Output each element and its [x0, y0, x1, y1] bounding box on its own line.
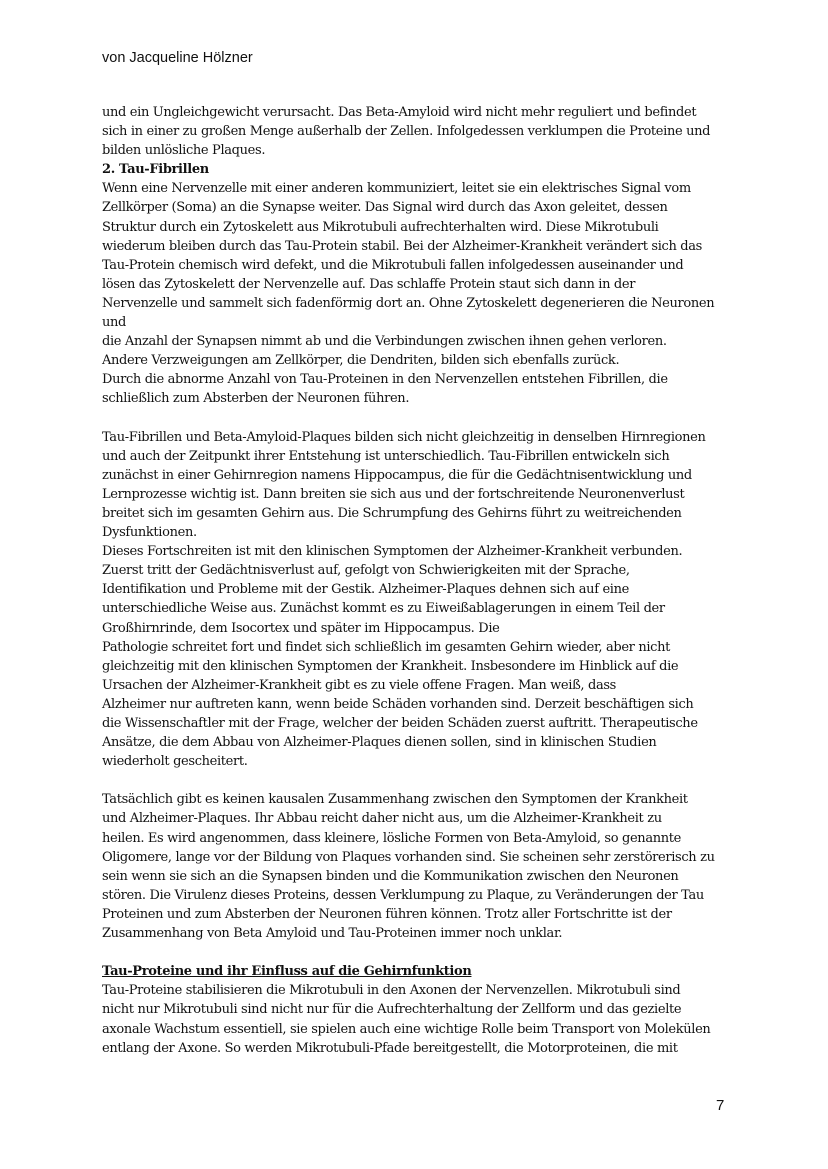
text-line: Zuerst tritt der Gedächtnisverlust auf, gefolgt von Schwierigkeiten mit der Sprache, [102, 563, 630, 579]
text-line: zunächst in einer Gehirnregion namens Hippocampus, die für die Gedächtnisentwicklung und [102, 467, 692, 483]
text-line: wiederum bleiben durch das Tau-Protein stabil. Bei der Alzheimer-Krankheit verändert sich das [102, 238, 702, 254]
text-line: Durch die abnorme Anzahl von Tau-Proteinen in den Nervenzellen entstehen Fibrillen, die [102, 372, 668, 388]
text-line: axonale Wachstum essentiell, sie spielen auch eine wichtige Rolle beim Transport von Molekülen [102, 1021, 711, 1037]
text-line: breitet sich im gesamten Gehirn aus. Die Schrumpfung des Gehirns führt zu weitreichenden [102, 505, 682, 521]
paragraph-spacer [102, 409, 730, 428]
text-line: wiederholt gescheitert. [102, 754, 248, 770]
text-line: Tau-Proteine stabilisieren die Mikrotubuli in den Axonen der Nervenzellen. Mikrotubuli sind [102, 983, 681, 999]
text-line: Nervenzelle und sammelt sich fadenförmig dort an. Ohne Zytoskelett degenerieren die Neuronen [102, 295, 715, 311]
text-line: Tatsächlich gibt es keinen kausalen Zusammenhang zwischen den Symptomen der Krankheit [102, 792, 688, 808]
text-line: Zusammenhang von Beta Amyloid und Tau-Proteinen immer noch unklar. [102, 926, 563, 942]
text-line: Ansätze, die dem Abbau von Alzheimer-Plaques dienen sollen, sind in klinischen Studien [102, 735, 657, 751]
text-line: und [102, 315, 127, 331]
text-line: stören. Die Virulenz dieses Proteins, dessen Verklumpung zu Plaque, zu Veränderungen der Tau [102, 887, 704, 903]
author-header: von Jacqueline Hölzner [102, 50, 253, 66]
text-line: bilden unlösliche Plaques. [102, 143, 266, 159]
text-line: Wenn eine Nervenzelle mit einer anderen kommuniziert, leitet sie ein elektrisches Signal vom [102, 181, 691, 197]
text-line: die Wissenschaftler mit der Frage, welcher der beiden Schäden zuerst auftritt. Therapeutische [102, 716, 698, 731]
paragraph-spacer [102, 771, 730, 790]
body-text [102, 103, 730, 1058]
text-line: Tau-Protein chemisch wird defekt, und die Mikrotubuli fallen infolgedessen auseinander und [102, 257, 684, 273]
text-line: Zellkörper (Soma) an die Synapse weiter. Das Signal wird durch das Axon geleitet, dessen [102, 200, 668, 216]
text-line: Oligomere, lange vor der Bildung von Plaques vorhanden sind. Sie scheinen sehr zerstörerisch zu [102, 849, 715, 865]
text-line: schließlich zum Absterben der Neuronen führen. [102, 391, 410, 407]
paragraph-tau-proteine [102, 981, 730, 1057]
text-line: und auch der Zeitpunkt ihrer Entstehung ist unterschiedlich. Tau-Fibrillen entwickeln sich [102, 448, 670, 464]
text-line: Alzheimer nur auftreten kann, wenn beide Schäden vorhanden sind. Derzeit beschäftigen sich [102, 696, 694, 712]
text-line: Lernprozesse wichtig ist. Dann breiten sie sich aus und der fortschreitende Neuronenverlust [102, 486, 685, 502]
text-line: lösen das Zytoskelett der Nervenzelle auf. Das schlaffe Protein staut sich dann in der [102, 276, 636, 292]
paragraph-tau-fibrillen [102, 179, 730, 408]
text-line: Pathologie schreitet fort und findet sich schließlich im gesamten Gehirn wieder, aber nicht [102, 639, 670, 655]
text-line: sich in einer zu großen Menge außerhalb der Zellen. Infolgedessen verklumpen die Proteine und [102, 124, 711, 140]
paragraph-causality [102, 790, 730, 943]
paragraph-amyloid-end [102, 103, 730, 160]
section-heading-tau-proteine: Tau-Proteine und ihr Einfluss auf die Gehirnfunktion [102, 964, 472, 980]
text-line: und ein Ungleichgewicht verursacht. Das Beta-Amyloid wird nicht mehr reguliert und befindet [102, 105, 697, 120]
text-line: Proteinen und zum Absterben der Neuronen führen können. Trotz aller Fortschritte ist der [102, 906, 672, 922]
text-line: entlang der Axone. So werden Mikrotubuli-Pfade bereitgestellt, die Motorproteinen, die mit [102, 1040, 678, 1056]
text-line: Tau-Fibrillen und Beta-Amyloid-Plaques bilden sich nicht gleichzeitig in denselben Hirnregionen [102, 429, 706, 445]
text-line: die Anzahl der Synapsen nimmt ab und die Verbindungen zwischen ihnen gehen verloren. [102, 334, 667, 350]
text-line: Ursachen der Alzheimer-Krankheit gibt es zu viele offene Fragen. Man weiß, dass [102, 677, 616, 693]
text-line: Großhirnrinde, dem Isocortex und später im Hippocampus. Die [102, 620, 500, 636]
text-line: gleichzeitig mit den klinischen Symptomen der Krankheit. Insbesondere im Hinblick auf die [102, 658, 679, 674]
text-line: heilen. Es wird angenommen, dass kleinere, lösliche Formen von Beta-Amyloid, so genannte [102, 830, 681, 846]
text-line: und Alzheimer-Plaques. Ihr Abbau reicht daher nicht aus, um die Alzheimer-Krankheit zu [102, 811, 662, 827]
text-line: Dieses Fortschreiten ist mit den klinischen Symptomen der Alzheimer-Krankheit verbunden. [102, 544, 683, 560]
text-line: nicht nur Mikrotubuli sind nicht nur für die Aufrechterhaltung der Zellform und das gezielte [102, 1002, 682, 1018]
paragraph-progression [102, 428, 730, 772]
text-line: Struktur durch ein Zytoskelett aus Mikrotubuli aufrechterhalten wird. Diese Mikrotubuli [102, 219, 659, 235]
text-line: Identifikation und Probleme mit der Gestik. Alzheimer-Plaques dehnen sich auf eine [102, 582, 629, 598]
text-line: Dysfunktionen. [102, 525, 197, 541]
text-line: unterschiedliche Weise aus. Zunächst kommt es zu Eiweißablagerungen in einem Teil der [102, 601, 665, 617]
text-line: Andere Verzweigungen am Zellkörper, die Dendriten, bilden sich ebenfalls zurück. [102, 353, 620, 369]
paragraph-spacer [102, 943, 730, 962]
text-line: sein wenn sie sich an die Synapsen binden und die Kommunikation zwischen den Neuronen [102, 868, 679, 884]
page-number: 7 [716, 1097, 725, 1114]
section-heading-tau-fibrillen: 2. Tau-Fibrillen [102, 162, 209, 178]
